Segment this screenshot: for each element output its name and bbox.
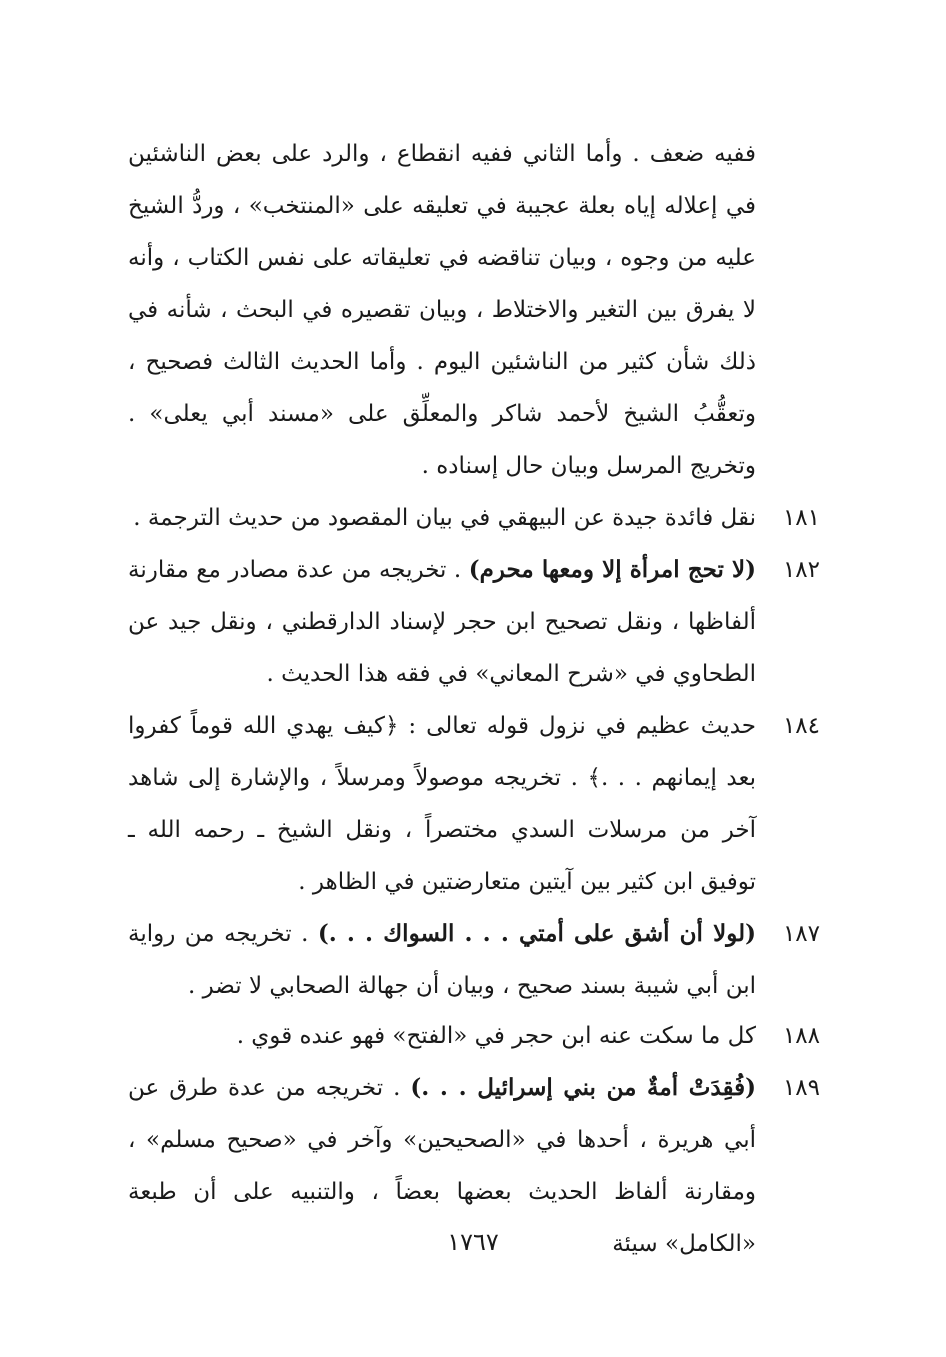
page-number: ١٧٦٧ bbox=[447, 1228, 499, 1256]
entry-182 bbox=[128, 544, 820, 700]
hadith-quote: (لا تحج امرأة إلا ومعها محرم) bbox=[468, 556, 757, 583]
entry-text-body: . تخريجه من رواية ابن أبي شيبة بسند صحيح ، وبيان أن جهالة الصحابي لا تضر . bbox=[128, 921, 756, 999]
entry-number: ١٨١ bbox=[782, 505, 820, 531]
entry-text bbox=[128, 544, 756, 700]
entry-184 bbox=[128, 700, 820, 908]
entry-number: ١٨٤ bbox=[782, 713, 820, 739]
entry-text-body: نقل فائدة جيدة عن البيهقي في بيان المقصود من حديث الترجمة . bbox=[133, 505, 756, 531]
hadith-quote: (لولا أن أشق على أمتي . . . السواك . . .) bbox=[317, 920, 756, 947]
entry-text-body: . تخريجه من عدة طرق عن أبي هريرة ، أحدها في «الصحيحين» وآخر في «صحيح مسلم» ، ومقارنة ألفاظ الحديث بعضها بعضاً ، والتنبيه على أن طبعة «الكامل» سيئة bbox=[128, 1075, 756, 1257]
entry-number: ١٨٢ bbox=[782, 557, 820, 583]
entry-number: ١٨٩ bbox=[782, 1075, 820, 1101]
entry-text bbox=[128, 908, 756, 1012]
entry-text-body: كل ما سكت عنه ابن حجر في «الفتح» فهو عنده قوي . bbox=[236, 1023, 756, 1049]
entry-text bbox=[128, 492, 756, 544]
entry-text bbox=[128, 1010, 756, 1062]
hadith-quote: (فُقِدَتْ أمةٌ من بني إسرائيل . . .) bbox=[410, 1074, 756, 1101]
entry-text-body: حديث عظيم في نزول قوله تعالى : ﴿كيف يهدي الله قوماً كفروا بعد إيمانهم . . .﴾ . تخريجه موصولاً ومرسلاً ، والإشارة إلى شاهد آخر من مرسلات السدي مختصراً ، ونقل الشيخ ـ رحمه الله ـ توفيق ابن كثير بين آيتين متعارضتين في الظاهر . bbox=[128, 713, 756, 895]
entry-number: ١٨٧ bbox=[782, 921, 820, 947]
entry-number: ١٨٨ bbox=[782, 1023, 820, 1049]
intro-paragraph: ففيه ضعف . وأما الثاني ففيه انقطاع ، والرد على بعض الناشئين في إعلاله إياه بعلة عجيبة في تعليقه على «المنتخب» ، وردُّ الشيخ عليه من وجوه ، وبيان تناقضه في تعليقاته على نفس الكتاب ، وأنه لا يفرق بين التغير والاختلاط ، وبيان تقصيره في البحث ، شأنه في ذلك شأن كثير من الناشئين اليوم . وأما الحديث الثالث فصحيح ، وتعقُّبُ الشيخ لأحمد شاكر والمعلِّق على «مسند أبي يعلى» . وتخريج المرسل وبيان حال إسناده . bbox=[128, 141, 756, 479]
entry-187 bbox=[128, 908, 820, 1012]
entry-181 bbox=[128, 492, 820, 544]
entry-188 bbox=[128, 1010, 820, 1062]
entry-text-body: . تخريجه من عدة مصادر مع مقارنة ألفاظها ، ونقل تصحيح ابن حجر لإسناد الدارقطني ، ونقل جيد عن الطحاوي في «شرح المعاني» في فقه هذا الحديث . bbox=[128, 557, 756, 687]
entry-text bbox=[128, 700, 756, 908]
